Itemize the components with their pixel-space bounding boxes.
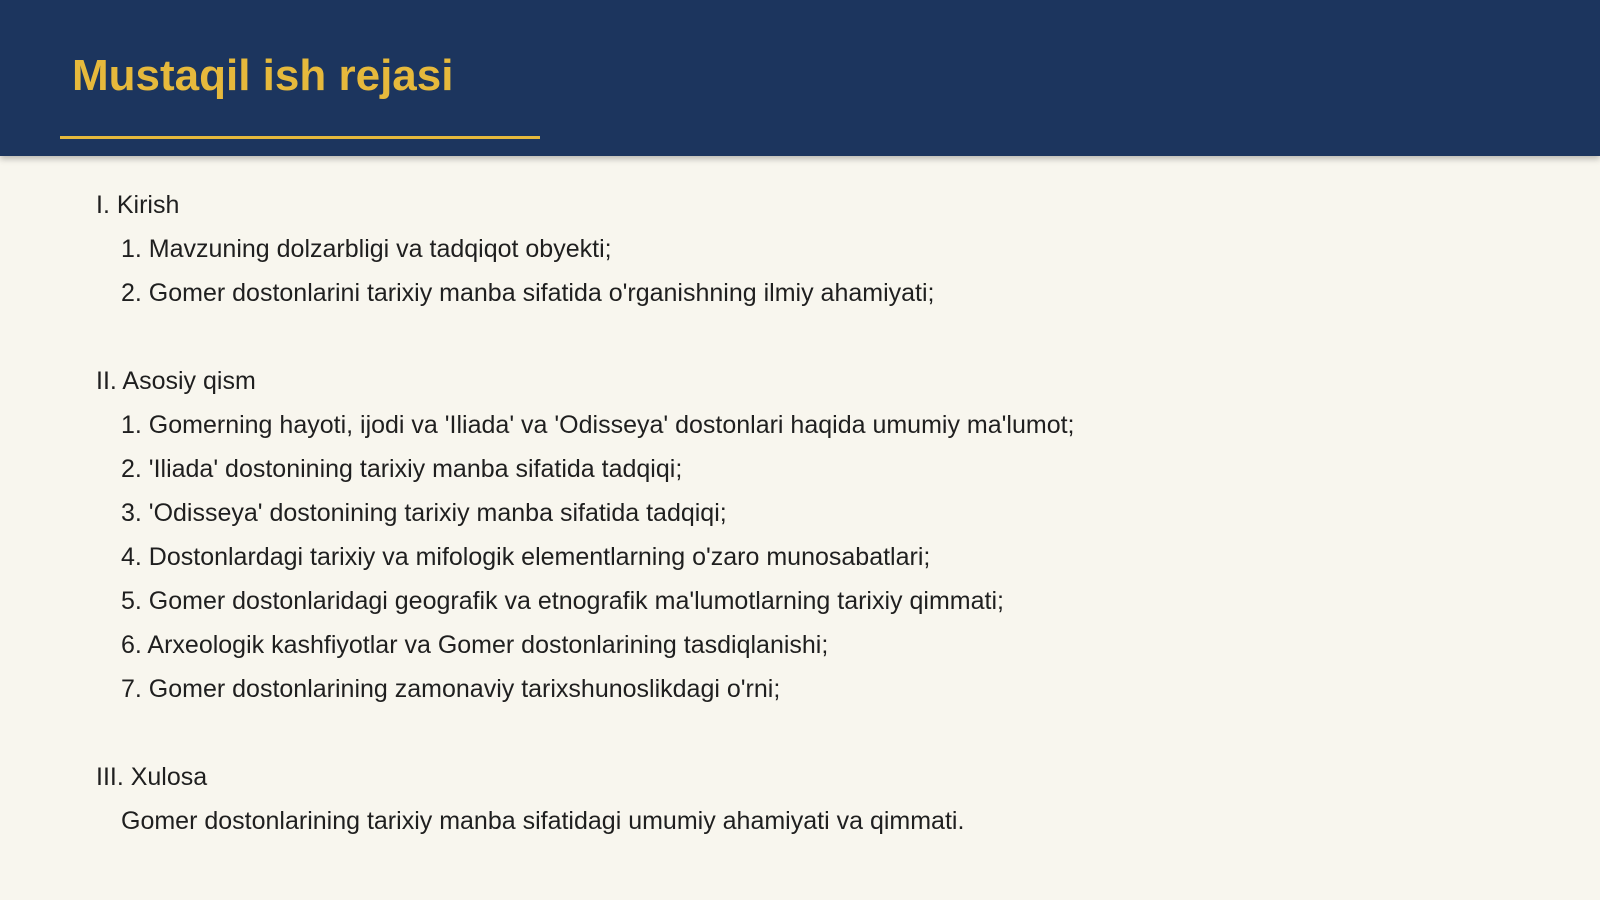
list-item: 1. Gomerning hayoti, ijodi va 'Iliada' va 'Odisseya' dostonlari haqida umumiy ma'lumot; — [121, 411, 1075, 439]
section-main-part — [96, 359, 1536, 711]
list-item: 7. Gomer dostonlarining zamonaviy tarixshunoslikdagi o'rni; — [121, 675, 781, 703]
slide-title: Mustaqil ish rejasi — [72, 51, 454, 100]
section-gap — [96, 315, 1536, 359]
list-item: 1. Mavzuning dolzarbligi va tadqiqot obyekti; — [121, 235, 612, 263]
section-heading: I. Kirish — [96, 191, 180, 219]
list-item: Gomer dostonlarining tarixiy manba sifatidagi umumiy ahamiyati va qimmati. — [121, 807, 965, 835]
section-heading: III. Xulosa — [96, 763, 208, 791]
list-item: 3. 'Odisseya' dostonining tarixiy manba sifatida tadqiqi; — [121, 499, 727, 527]
list-item: 6. Arxeologik kashfiyotlar va Gomer dostonlarining tasdiqlanishi; — [121, 631, 829, 659]
section-gap — [96, 711, 1536, 755]
plan-outline — [96, 183, 1536, 843]
list-item: 2. 'Iliada' dostonining tarixiy manba sifatida tadqiqi; — [121, 455, 683, 483]
slide-header — [0, 0, 1600, 156]
section-introduction — [96, 183, 1536, 315]
section-heading: II. Asosiy qism — [96, 367, 256, 395]
list-item: 4. Dostonlardagi tarixiy va mifologik elementlarning o'zaro munosabatlari; — [121, 543, 931, 571]
list-item: 5. Gomer dostonlaridagi geografik va etnografik ma'lumotlarning tarixiy qimmati; — [121, 587, 1004, 615]
section-conclusion — [96, 755, 1536, 843]
list-item: 2. Gomer dostonlarini tarixiy manba sifatida o'rganishning ilmiy ahamiyati; — [121, 279, 935, 307]
title-underline — [60, 136, 540, 139]
